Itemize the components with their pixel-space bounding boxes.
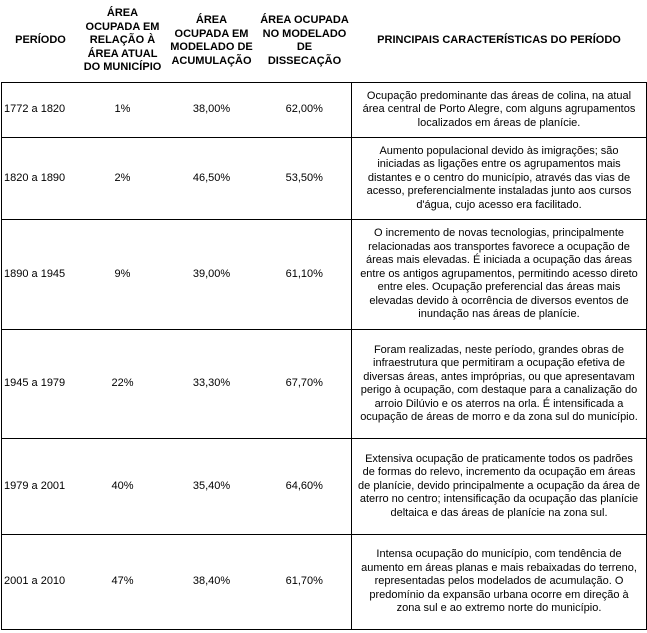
cell-acumulacao: 38,00% bbox=[166, 83, 258, 138]
header-caracteristicas: PRINCIPAIS CARACTERÍSTICAS DO PERÍODO bbox=[352, 0, 647, 83]
header-area-municipio: ÁREA OCUPADA EM RELAÇÃO À ÁREA ATUAL DO MUNICÍPIO bbox=[80, 0, 166, 83]
cell-disseccao: 64,60% bbox=[258, 439, 352, 535]
header-area-disseccao: ÁREA OCUPADA NO MODELADO DE DISSECAÇÃO bbox=[258, 0, 352, 83]
cell-acumulacao: 33,30% bbox=[166, 330, 258, 439]
table-row bbox=[2, 439, 647, 535]
occupation-periods-table bbox=[1, 0, 647, 630]
cell-period: 2001 a 2010 bbox=[2, 535, 80, 630]
cell-municipio: 22% bbox=[80, 330, 166, 439]
cell-disseccao: 67,70% bbox=[258, 330, 352, 439]
cell-period: 1945 a 1979 bbox=[2, 330, 80, 439]
table-row bbox=[2, 330, 647, 439]
cell-municipio: 9% bbox=[80, 220, 166, 330]
cell-descricao: Intensa ocupação do município, com tendência de aumento em áreas planas e mais rebaixadas do terreno, representadas pelos modelados de acumulação. O predomínio da expansão urbana ocorre em direção à zona sul e ao extremo norte do município. bbox=[352, 535, 647, 630]
cell-municipio: 47% bbox=[80, 535, 166, 630]
cell-period: 1890 a 1945 bbox=[2, 220, 80, 330]
cell-period: 1820 a 1890 bbox=[2, 138, 80, 220]
cell-acumulacao: 39,00% bbox=[166, 220, 258, 330]
cell-descricao: Foram realizadas, neste período, grandes obras de infraestrutura que permitiram a ocupação efetiva de diversas áreas, antes impróprias, ou que apresentavam perigo à ocupação, com destaque para a canalização do arroio Dilúvio e os aterros na orla. É intensificada a ocupação de áreas de morro e da zona sul do município. bbox=[352, 330, 647, 439]
table-header-row bbox=[2, 0, 647, 83]
cell-municipio: 2% bbox=[80, 138, 166, 220]
header-area-acumulacao: ÁREA OCUPADA EM MODELADO DE ACUMULAÇÃO bbox=[166, 0, 258, 83]
cell-acumulacao: 35,40% bbox=[166, 439, 258, 535]
cell-period: 1979 a 2001 bbox=[2, 439, 80, 535]
cell-disseccao: 61,70% bbox=[258, 535, 352, 630]
table-row bbox=[2, 220, 647, 330]
cell-disseccao: 53,50% bbox=[258, 138, 352, 220]
table-row bbox=[2, 138, 647, 220]
table-row bbox=[2, 535, 647, 630]
cell-acumulacao: 46,50% bbox=[166, 138, 258, 220]
cell-descricao: Aumento populacional devido às imigrações; são iniciadas as ligações entre os agrupamentos mais distantes e o centro do município, através das vias de acesso, preferencialmente instaladas junto aos cursos d'água, cujo acesso era facilitado. bbox=[352, 138, 647, 220]
table-row bbox=[2, 83, 647, 138]
cell-descricao: O incremento de novas tecnologias, principalmente relacionadas aos transportes favorece a ocupação de áreas mais elevadas. É iniciada a ocupação das áreas entre os antigos agrupamentos, permitindo acesso direto entre eles. Ocupação preferencial das áreas mais elevadas devido à ocorrência de diversos eventos de inundação nas áreas de planície. bbox=[352, 220, 647, 330]
cell-disseccao: 62,00% bbox=[258, 83, 352, 138]
cell-disseccao: 61,10% bbox=[258, 220, 352, 330]
cell-descricao: Extensiva ocupação de praticamente todos os padrões de formas do relevo, incremento da ocupação em áreas de planície, devido principalmente a ocupação da área de aterro no centro; intensificação da ocupação das planície deltaica e das áreas de planície na zona sul. bbox=[352, 439, 647, 535]
cell-acumulacao: 38,40% bbox=[166, 535, 258, 630]
cell-municipio: 40% bbox=[80, 439, 166, 535]
cell-municipio: 1% bbox=[80, 83, 166, 138]
header-period: PERÍODO bbox=[2, 0, 80, 83]
cell-descricao: Ocupação predominante das áreas de colina, na atual área central de Porto Alegre, com alguns agrupamentos localizados em áreas de planície. bbox=[352, 83, 647, 138]
cell-period: 1772 a 1820 bbox=[2, 83, 80, 138]
